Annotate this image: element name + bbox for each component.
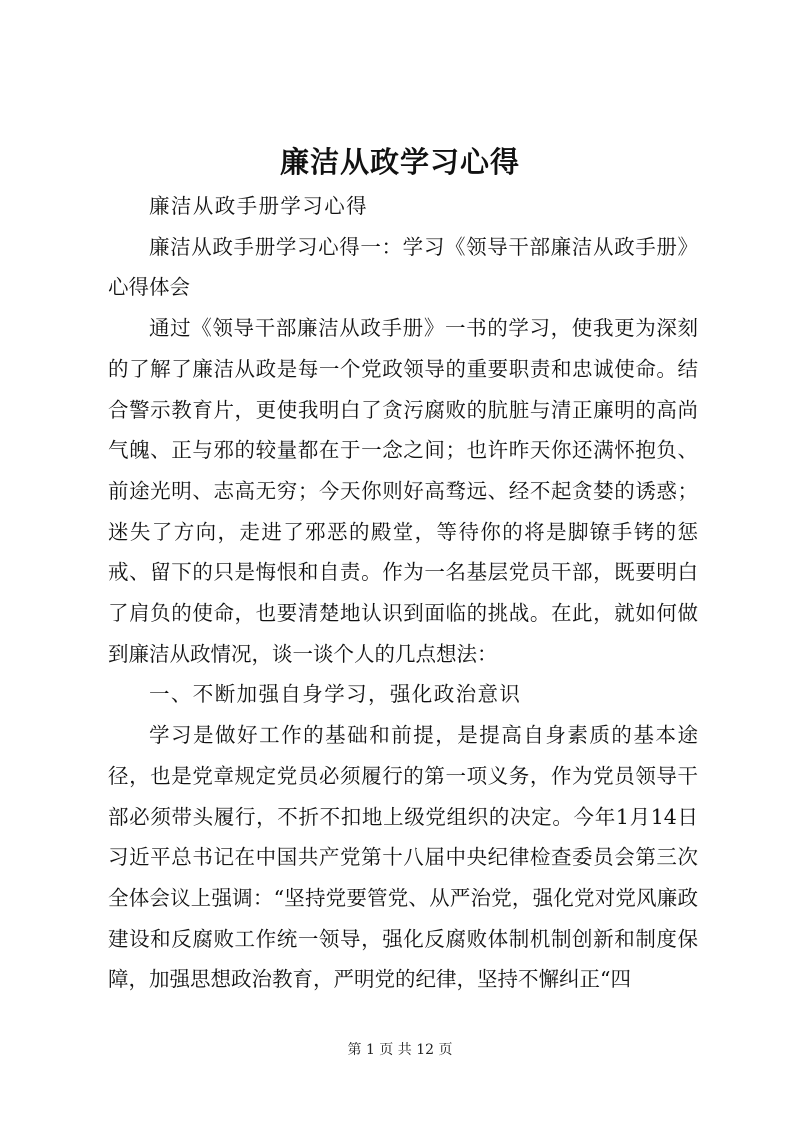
section-heading: 一、不断加强自身学习，强化政治意识 <box>149 682 522 707</box>
document-body <box>108 186 698 1000</box>
document-title: 廉洁从政学习心得 <box>279 145 520 179</box>
body-paragraph: 通过《领导干部廉洁从政手册》一书的学习，使我更为深刻的了解了廉洁从政是每一个党政领导的重要职责和忠诚使命。结合警示教育片，更使我明白了贪污腐败的肮脏与清正廉明的高尚气魄、正与邪的较量都在于一念之间；也许昨天你还满怀抱负、前途光明、志高无穷；今天你则好高骛远、经不起贪婪的诱惑；迷失了方向，走进了邪恶的殿堂，等待你的将是脚镣手铐的惩戒、留下的只是悔恨和自责。作为一名基层党员干部，既要明白了肩负的使命，也要清楚地认识到面临的挑战。在此，就如何做到廉洁从政情况，谈一谈个人的几点想法： <box>108 316 698 666</box>
intro-heading-paragraph: 廉洁从政手册学习心得一：学习《领导干部廉洁从政手册》心得体会 <box>108 234 698 300</box>
page-number-footer: 第 1 页 共 12 页 <box>347 1042 453 1058</box>
subtitle-paragraph: 廉洁从政手册学习心得 <box>149 194 368 218</box>
body-paragraph: 学习是做好工作的基础和前提，是提高自身素质的基本途径，也是党章规定党员必须履行的第一项义务，作为党员领导干部必须带头履行，不折不扣地上级党组织的决定。今年1月14日习近平总书记在中国共产党第十八届中央纪律检查委员会第三次全体会议上强调：“坚持党要管党、从严治党，强化党对党风廉政建设和反腐败工作统一领导，强化反腐败体制机制创新和制度保障，加强思想政治教育，严明党的纪律，坚持不懈纠正“四 <box>108 723 698 992</box>
